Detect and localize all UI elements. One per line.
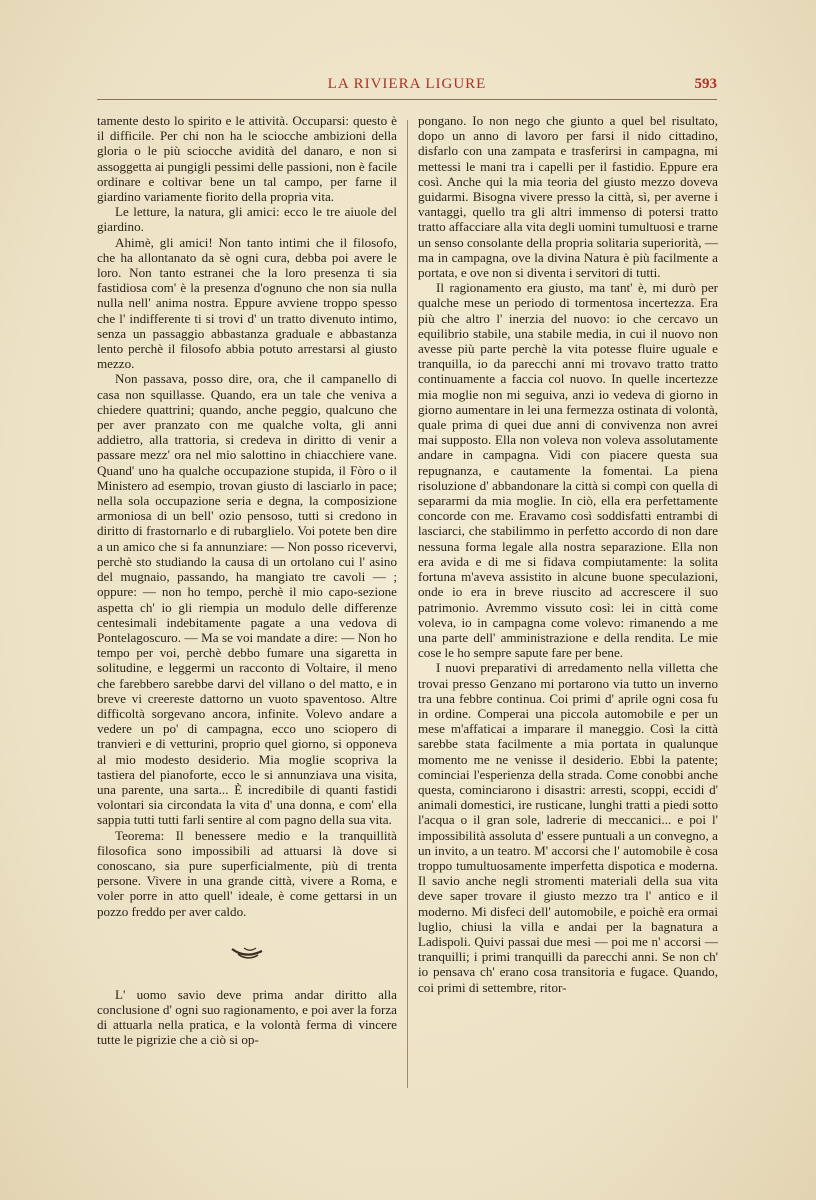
journal-title: LA RIVIERA LIGURE [327, 76, 487, 92]
left-column [97, 113, 397, 1048]
paragraph: Le letture, la natura, gli amici: ecco le tre aiuole del giardino. [97, 204, 397, 235]
running-header [97, 72, 717, 102]
column-divider [407, 120, 408, 1088]
ornament-swash-icon [230, 945, 264, 961]
page-number: 593 [694, 76, 717, 92]
paragraph: Teorema: Il benessere medio e la tranquillità filosofica sono impossibili ad attuarsi là dove si conoscano, sia pure superficialmente, più di trenta persone. Vivere in una grande città, vivere a Roma, e voler porre in atto quell' ideale, è come gettarsi in un pozzo freddo per aver caldo. [97, 827, 397, 919]
paragraph: pongano. Io non nego che giunto a quel bel risultato, dopo un anno di lavoro per farsi il nido cittadino, disfarlo con una zampata e trasferirsi in campagna, mi mettessi le mani tra i capelli per il fastidio. Eppure era così. Anche qui la mia teoria del giusto mezzo doveva guidarmi. Bisogna vivere presso la città, sì, per averne i vantaggi, quello tra gli altri immenso di potersi tratto tratto affacciare alla vita degli uomini tumultuosi e trarne un senso consolante della propria solitaria superiorità, — ma in campagna, ove la divina Natura è più facilmente a portata, e ove non si diventa i servitori di tutti. [418, 113, 718, 281]
paragraph: I nuovi preparativi di arredamento nella villetta che trovai presso Genzano mi portarono via tutto un inverno tra una febbre continua. Coi primi d' aprile ogni cosa fu in ordine. Comperai una piccola automobile e per un mese m'affaticai a imparare il maneggio. Così la città sarebbe stata facilmente a mia portata in qualunque momento me ne venisse il desiderio. Ebbi la patente; cominciai l'esperienza della strada. Come conobbi anche questa, cominciarono i disastri: arresti, scoppi, eccidi d' animali domestici, ire rusticane, lunghi tratti a piedi sotto l'acqua o il gran sole, ladrerie di meccanici... e poi l' impossibilità assoluta d' essere puntuali a un convegno, a un invito, a un teatro. M' accorsi che l' automobile è cosa troppo tumultuosamente imperfetta dispotica e moderna. Il savio anche negli stromenti materiali della sua vita deve saper trovare il giusto mezzo tra l' antico e il moderno. Mi disfeci dell' automobile, e poichè era ormai luglio, chiusi la villa e andai per la bagnatura a Ladispoli. Quivi passai due mesi — poi me n' accorsi — tranquilli; i primi tranquilli da parecchi anni. Se non ch' io pensava ch' erano cosa transitoria e fugace. Quando, coi primi di settembre, ritor- [418, 660, 718, 995]
header-rule [97, 99, 717, 100]
section-ornament [97, 945, 397, 965]
paragraph: tamente desto lo spirito e le attività. Occuparsi: questo è il difficile. Per chi non ha le sciocche ambizioni della gloria o le più sciocche avidità del danaro, e non si assoggetta ai pungigli pessimi delle passioni, non è facile ordinare e coltivar bene un tal campo, per farne il giardino variamente fiorito della propria vita. [97, 113, 397, 205]
paragraph: Non passava, posso dire, ora, che il campanello di casa non squillasse. Quando, era un tale che veniva a chiedere quattrini; quando, anche peggio, qualcuno che per aver pranzato con me qualche volta, gli anni addietro, alla trattoria, si credeva in diritto di venir a passare mezz' ora nel mio salottino in chiacchiere vane. Quand' uno ha qualche occupazione stupida, il Fòro o il Ministero ad esempio, trovan giusto di lasciarlo in pace; nella sola occupazione seria e degna, la composizione armoniosa di un bell' ozio pensoso, tutti si credono in diritto di frastornarlo e di rubarglielo. Voi potete ben dire a un amico che si fa annunziare: — Non posso ricevervi, perchè sto studiando la causa di un ortolano cui l' asino del mugnaio, passando, ha mangiato tre cavoli — ; oppure: — non ho tempo, perchè il mio capo-sezione aspetta ch' io gli riempia un modulo delle differenze centesimali indebitamente pagate a una vedova di Pontelagoscuro. — Ma se voi mandate a dire: — Non ho tempo per voi, perchè debbo fumare una sigaretta in solitudine, e leggermi un racconto di Voltaire, il meno che farebbero sarebbe darvi del villano o del matto, e in breve vi creereste dattorno un vuoto spaventoso. Altre difficoltà sorgevano ancora, infinite. Volevo andare a vedere un po' di campagna, ecco uno sciopero di tranvieri e di vetturini, proprio quel giorno, si opponeva al mio modesto desiderio. Mia moglie scopriva la tastiera del pianoforte, ecco le si annunziava una visita, una parente, una sarta... È incredibile di quanti fastidi volontari sia circondata la vita d' una donna, e com' ella sappia tutti tutti farli sentire al com pagno della sua vita. [97, 371, 397, 828]
paragraph: L' uomo savio deve prima andar diritto alla conclusione d' ogni suo ragionamento, e poi aver la forza di attuarla nella pratica, e la volontà ferma di vincere tutte le pigrizie che a ciò si op- [97, 986, 397, 1048]
paragraph: Ahimè, gli amici! Non tanto intimi che il filosofo, che ha allontanato da sè ogni cura, debba poi avere le loro. Non tanto estranei che la loro presenza ti sia fastidiosa com' è la presenza d'ognuno che non sia nulla nulla nell' anima nostra. Eppure avviene troppo spesso che l' indifferente ti si trovi d' un tratto divenuto intimo, senza un passaggio abbastanza graduale e abbastanza lento perchè il filosofo abbia potuto arrestarsi al giusto mezzo. [97, 234, 397, 372]
paragraph: Il ragionamento era giusto, ma tant' è, mi durò per qualche mese un periodo di tormentosa incertezza. Era più che altro l' inerzia del nuovo: io che cercavo un equilibrio stabile, una stabile media, in cui il nuovo non avesse più parte perchè la vita potesse fluire uguale e tranquilla, io da parecchi anni mi trovavo tratto tratto continuamente a faccia col nuovo. In quelle incertezze mia moglie non mi seguiva, anzi io vedeva di giorno in giorno aumentare in lei una fermezza ostinata di volontà, quale prima di quei due anni di convivenza non avrei mai supposto. Ella non voleva non voleva assolutamente andare in campagna. Vidi con piacere questa sua repugnanza, e cautamente la fomentai. La piena risoluzione d' abbandonare la città si compì con quella di separarmi da mia moglie. In ciò, ella era perfettamente concorde con me. Eravamo così soddisfatti entrambi di lasciarci, che stabilimmo in perfetto accordo di non dare nessuna forma legale alla nostra separazione. Ella non era avida e di me si fidava compiutamente: la solita fortuna m'aveva assistito in alcune buone speculazioni, onde io era in breve riuscito ad accrescere il suo patrimonio. Avremmo vissuto così: lei in città come voleva, io in campagna come volevo: rimanendo a me una parte dell' amministrazione e della rendita. Le mie cose le ho sempre sapute fare per bene. [418, 280, 718, 661]
right-column [418, 113, 718, 995]
